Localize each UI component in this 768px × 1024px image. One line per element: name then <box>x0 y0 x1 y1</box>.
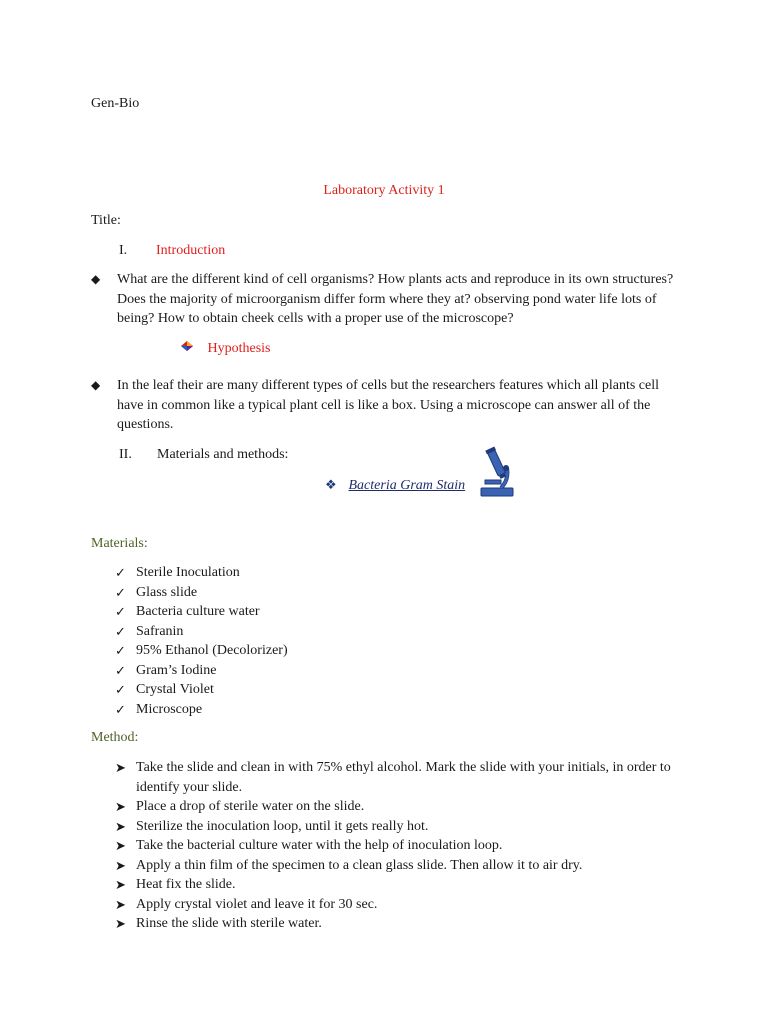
arrow-bullet-icon: ➤ <box>115 818 126 834</box>
list-item: ✓ 95% Ethanol (Decolorizer) <box>115 641 705 661</box>
list-item: ✓ Sterile Inoculation <box>115 563 705 583</box>
arrow-bullet-icon: ➤ <box>115 838 126 853</box>
microscope-icon <box>479 446 515 498</box>
check-icon: ✓ <box>115 682 126 697</box>
subtopic-label: Bacteria Gram Stain <box>348 478 466 493</box>
document-title: Laboratory Activity 1 <box>323 183 445 198</box>
arrow-bullet-icon: ➤ <box>115 877 126 892</box>
check-icon: ✓ <box>115 643 126 658</box>
list-item: ➤ Apply a thin film of the specimen to a clean glass slide. Then allow it to air dry. <box>115 856 715 876</box>
section-numeral: II. <box>119 447 132 462</box>
list-item: ➤ Place a drop of sterile water on the slide. <box>115 797 715 817</box>
materials-list <box>115 563 705 719</box>
section-label: Materials and methods: <box>157 447 289 462</box>
clover-bullet-icon: ❖ <box>325 477 337 492</box>
check-icon: ✓ <box>115 623 126 639</box>
document-header: Gen-Bio <box>91 96 140 111</box>
arrow-bullet-icon: ➤ <box>115 916 126 931</box>
list-item: ➤ Heat fix the slide. <box>115 875 715 895</box>
hypothesis-text: In the leaf their are many different types of cells but the researchers features which all plants cell have in common like a typical plant cell is like a box. Using a microscope can answer all of the questions. <box>117 378 660 432</box>
check-icon: ✓ <box>115 604 126 619</box>
check-icon: ✓ <box>115 701 126 717</box>
list-item: ➤ Take the slide and clean in with 75% ethyl alcohol. Mark the slide with your initials, in order to identify your slide. <box>115 760 671 795</box>
section-numeral: I. <box>119 243 128 258</box>
list-item: ➤ Apply crystal violet and leave it for 30 sec. <box>115 895 715 915</box>
list-item: ➤ Take the bacterial culture water with the help of inoculation loop. <box>115 836 715 856</box>
section-label: Introduction <box>156 243 226 258</box>
list-item: ✓ Safranin <box>115 622 705 642</box>
title-label: Title: <box>91 213 121 228</box>
list-item: ✓ Microscope <box>115 700 705 720</box>
materials-heading: Materials: <box>91 536 148 551</box>
hypothesis-heading <box>180 339 271 359</box>
list-item: ✓ Crystal Violet <box>115 680 705 700</box>
hypothesis-bullet-icon <box>180 339 204 359</box>
arrow-bullet-icon: ➤ <box>115 760 126 775</box>
check-icon: ✓ <box>115 584 126 600</box>
method-list <box>115 758 715 934</box>
hypothesis-label: Hypothesis <box>207 341 271 356</box>
list-item: ✓ Bacteria culture water <box>115 602 705 622</box>
subtopic-bacteria-gram-stain <box>325 475 465 496</box>
list-item: ✓ Glass slide <box>115 583 705 603</box>
intro-text: What are the different kind of cell organisms? How plants acts and reproduce in its own structures? Does the majority of microorganism differ form where they at? observing pond water life lots of being? How to obtain cheek cells with a proper use of the microscope? <box>117 272 674 326</box>
list-item: ➤ Rinse the slide with sterile water. <box>115 914 715 934</box>
hypothesis-paragraph <box>91 376 681 435</box>
intro-paragraph <box>91 270 681 329</box>
method-heading: Method: <box>91 730 139 745</box>
arrow-bullet-icon: ➤ <box>115 896 126 912</box>
check-icon: ✓ <box>115 565 126 580</box>
list-item: ➤ Sterilize the inoculation loop, until it gets really hot. <box>115 817 715 837</box>
arrow-bullet-icon: ➤ <box>115 857 126 873</box>
arrow-bullet-icon: ➤ <box>115 799 126 814</box>
check-icon: ✓ <box>115 662 126 678</box>
diamond-bullet-icon: ◆ <box>91 272 101 286</box>
list-item: ✓ Gram’s Iodine <box>115 661 705 681</box>
diamond-bullet-icon: ◆ <box>91 378 101 392</box>
